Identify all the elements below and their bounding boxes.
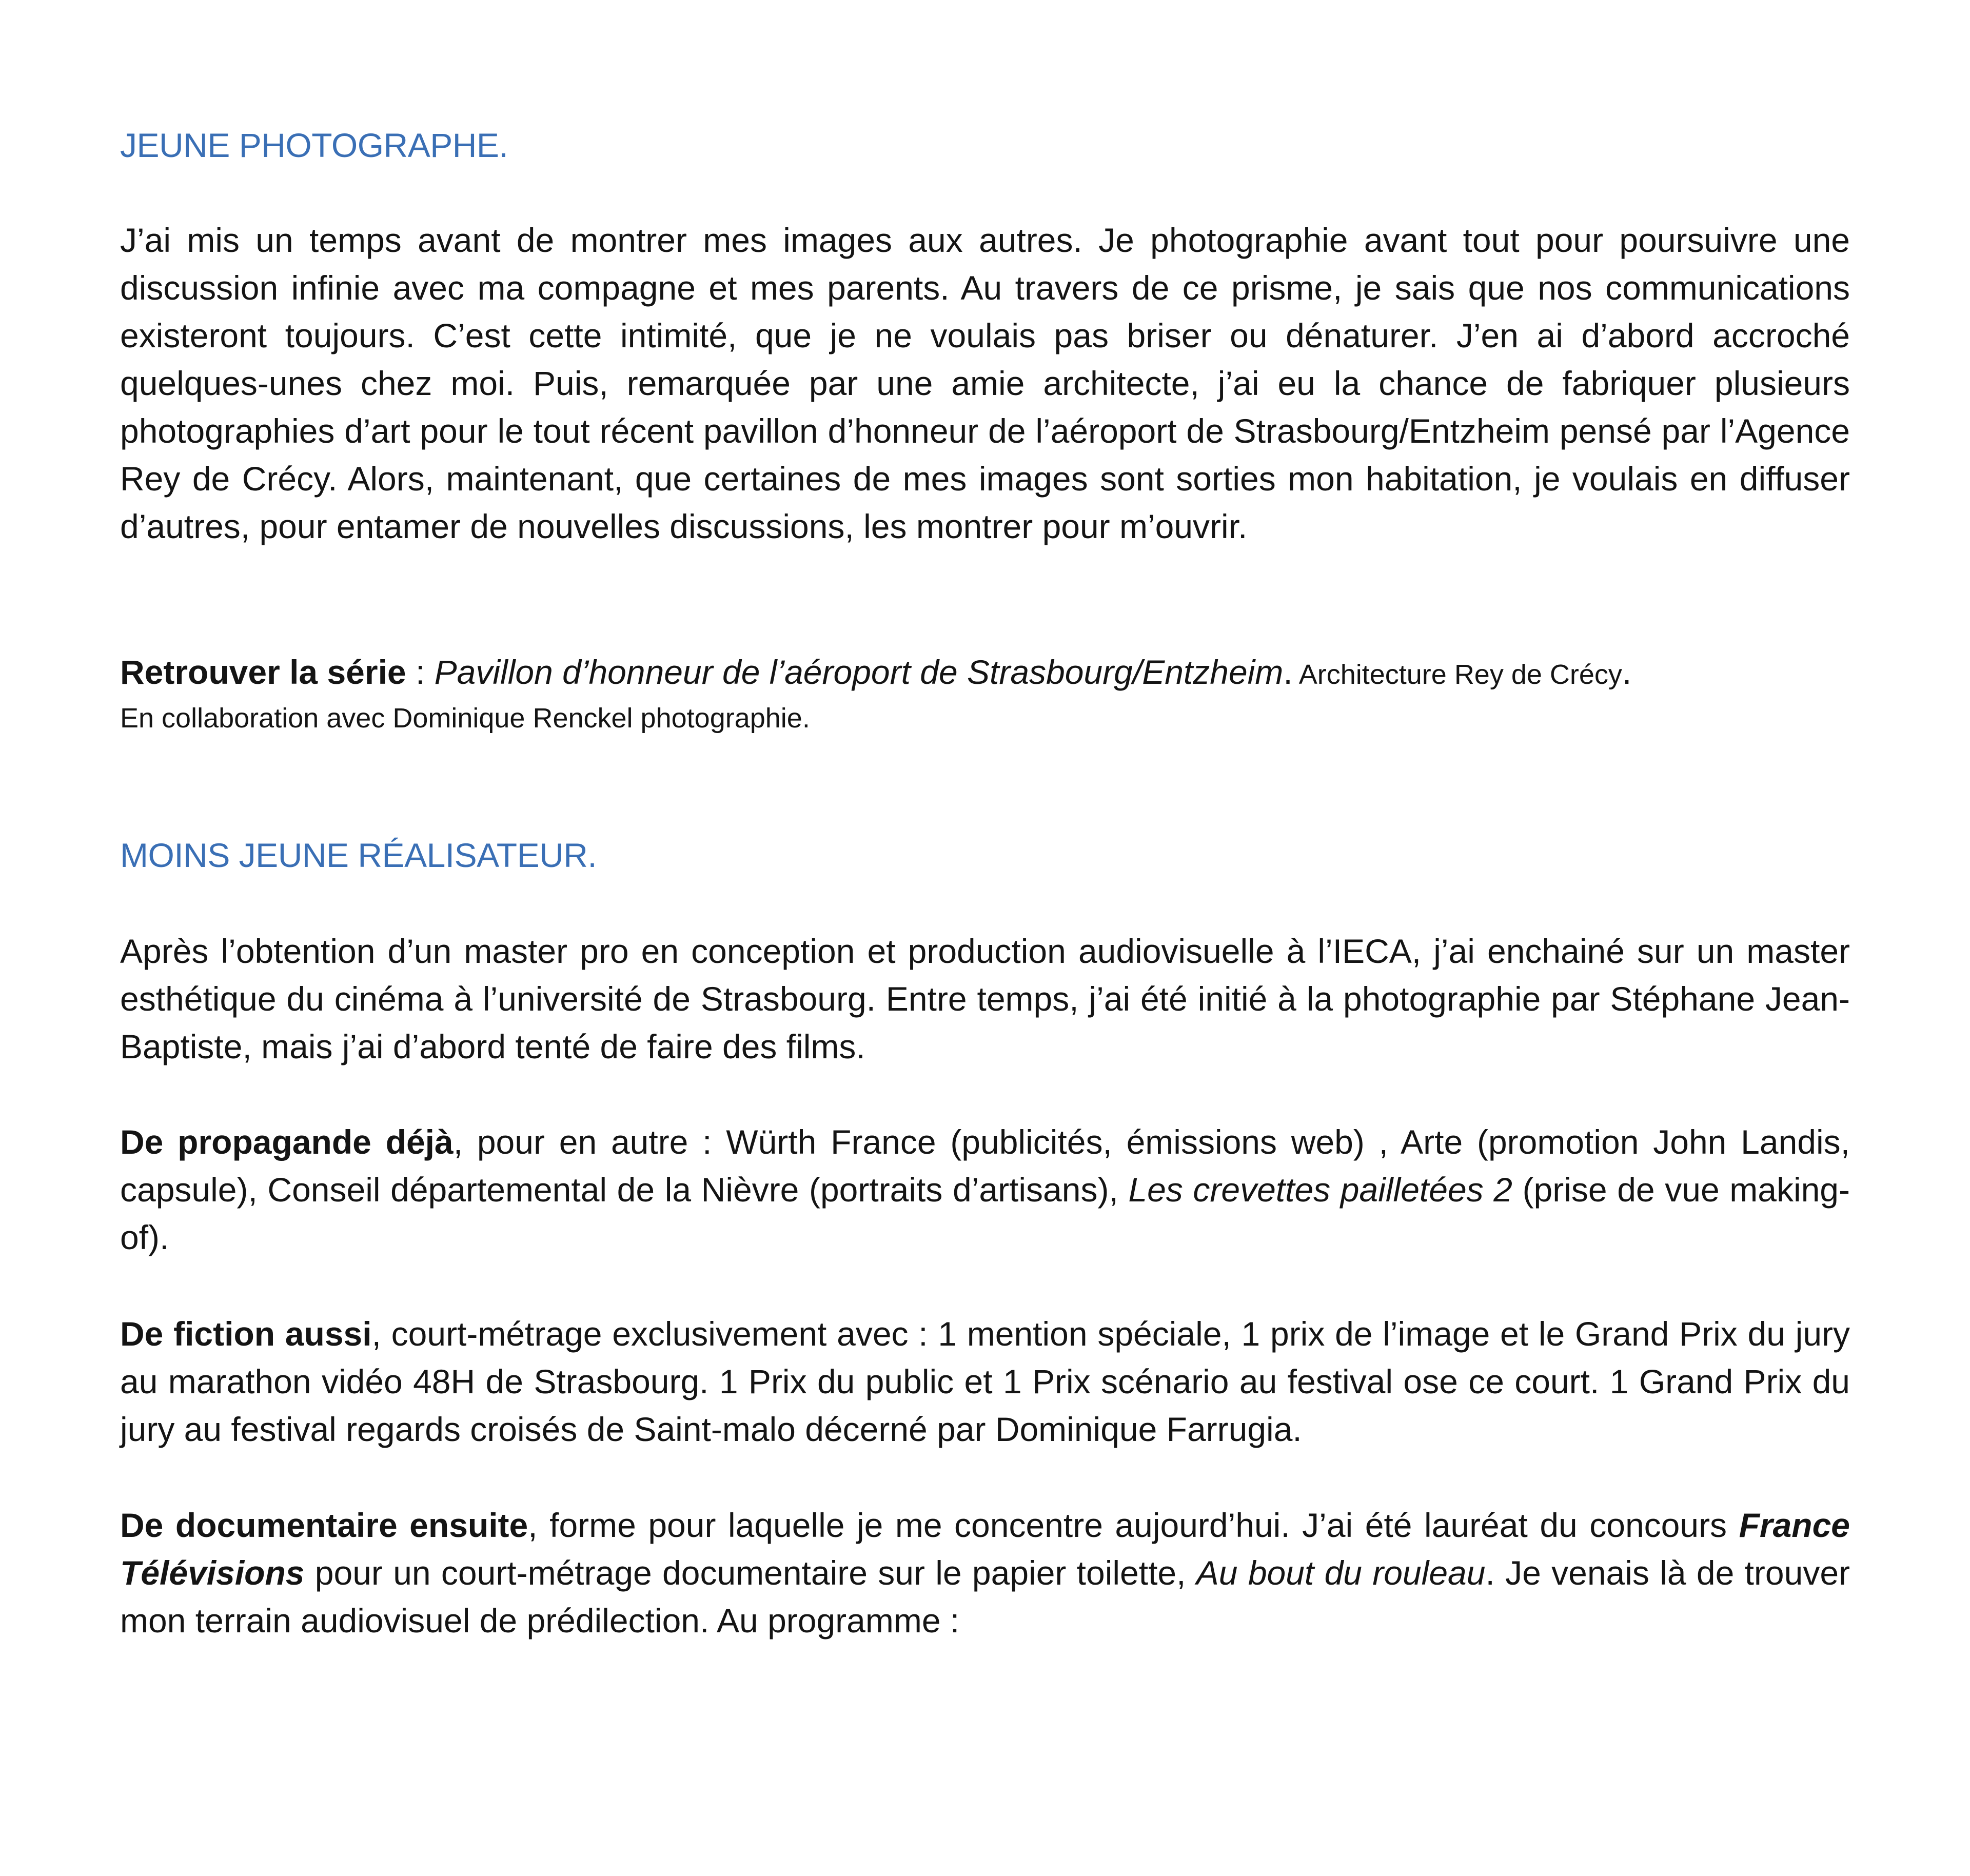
- propagande-title: Les crevettes pailletées 2: [1128, 1171, 1512, 1209]
- fiction-label: De fiction aussi: [120, 1315, 372, 1353]
- heading-moins-jeune-realisateur: MOINS JEUNE RÉALISATEUR.: [120, 836, 597, 874]
- note-serie-label: Retrouver la série: [120, 653, 406, 691]
- documentaire-film-title: Au bout du rouleau: [1196, 1554, 1486, 1592]
- documentaire-contest: France Télévisions: [120, 1506, 1850, 1592]
- paragraph-fiction: [120, 1310, 1850, 1453]
- note-serie-separator: :: [406, 653, 435, 691]
- note-architecture-period: .: [1622, 653, 1632, 691]
- note-collaboration: En collaboration avec Dominique Renckel photographie.: [120, 703, 810, 734]
- paragraph-propagande: [120, 1118, 1850, 1261]
- documentaire-text-3: . Je venais là de trouver mon terrain audiovisuel de prédilection. Au programme :: [120, 1554, 1850, 1640]
- documentaire-text-2: pour un court-métrage documentaire sur le papier toilette,: [304, 1554, 1196, 1592]
- paragraph-documentaire: [120, 1502, 1850, 1645]
- note-serie: [120, 651, 1850, 739]
- propagande-text: , pour en autre : Würth France (publicités, émissions web) , Arte (promotion John Landis, capsule), Conseil départemental de la Nièvre (portraits d’artisans),: [120, 1123, 1850, 1209]
- paragraph-photographe: J’ai mis un temps avant de montrer mes images aux autres. Je photographie avant tout pour poursuivre une discussion infinie avec ma compagne et mes parents. Au travers de ce prisme, je sais que nos communications existeront toujours. C’est cette intimité, que je ne voulais pas briser ou dénaturer. J’en ai d’abord accroché quelques-unes chez moi. Puis, remarquée par une amie architecte, j’ai eu la chance de fabriquer plusieurs photographies d’art pour le tout récent pavillon d’honneur de l’aéroport de Strasbourg/Entzheim pensé par l’Agence Rey de Crécy. Alors, maintenant, que certaines de mes images sont sorties mon habitation, je voulais en diffuser d’autres, pour entamer de nouvelles discussions, les montrer pour m’ouvrir.: [120, 221, 1850, 545]
- note-serie-period: .: [1283, 653, 1293, 691]
- note-serie-title: Pavillon d’honneur de l’aéroport de Strasbourg/Entzheim: [434, 653, 1284, 691]
- documentaire-text-1: , forme pour laquelle je me concentre aujourd’hui. J’ai été lauréat du concours: [528, 1506, 1739, 1544]
- documentaire-label: De documentaire ensuite: [120, 1506, 528, 1544]
- propagande-end: (prise de vue making-of).: [120, 1171, 1850, 1256]
- heading-jeune-photographe: JEUNE PHOTOGRAPHE.: [120, 126, 508, 164]
- propagande-label: De propagande déjà: [120, 1123, 454, 1161]
- paragraph-intro-realisateur: Après l’obtention d’un master pro en conception et production audiovisuelle à l’IECA, j’ai enchainé sur un master esthétique du cinéma à l’université de Strasbourg. Entre temps, j’ai été initié à la photographie par Stéphane Jean-Baptiste, mais j’ai d’abord tenté de faire des films.: [120, 932, 1850, 1065]
- note-architecture: Architecture Rey de Crécy: [1292, 659, 1622, 690]
- fiction-text: , court-métrage exclusivement avec : 1 mention spéciale, 1 prix de l’image et le Grand Prix du jury au marathon vidéo 48H de Strasbourg. 1 Prix du public et 1 Prix scénario au festival ose ce court. 1 Grand Prix du jury au festival regards croisés de Saint-malo décerné par Dominique Farrugia.: [120, 1315, 1850, 1448]
